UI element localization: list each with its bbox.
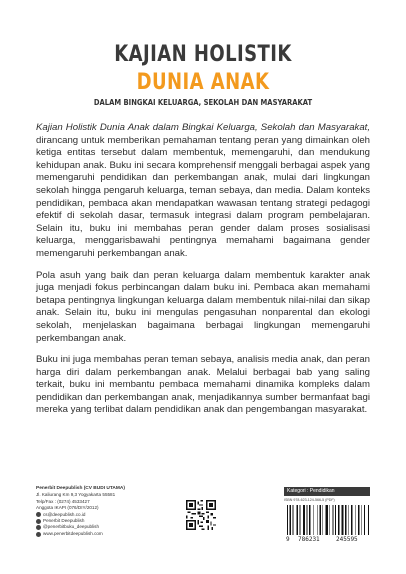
social-text: cs@deepublish.co.id [43,511,86,517]
social-row-web [36,531,176,537]
blurb-paragraph-2: Pola asuh yang baik dan peran keluarga dalam membentuk karakter anak juga menjadi fokus perbincangan dalam buku ini. Pembaca akan memahami betapa pentingnya lingkungan keluarga dalam membentuk nilai-nilai dan sikap anak. Selain itu, buku ini mengulas pengasuhan nonparental dan ekologi sekolah, menjelaskan bagaimana berbagai lingkungan memengaruhi perkembangan anak. [36,269,370,344]
barcode-bar [326,505,328,535]
barcode-bar [313,505,314,535]
barcode-bar [322,505,323,535]
barcode-bar [307,505,308,535]
book-subtitle: DALAM BINGKAI KELUARGA, SEKOLAH DAN MASYARAKAT [93,98,313,107]
barcode-digit-group1: 786231 [298,536,320,543]
barcode-bar [300,505,301,535]
barcode-bar [319,505,321,535]
blurb-paragraph-1 [36,122,370,261]
book-title-line2: DUNIA ANAK [136,70,270,95]
barcode-bar [338,505,340,535]
globe-icon [36,532,41,537]
email-icon [36,512,41,517]
barcode-bar [358,505,360,535]
isbn-text: ISBN 978-623-124-566-5 (PDF) [284,498,335,502]
publisher-address: Jl. Kaliurang Km 9,3 Yogyakarta 55581 [36,492,116,498]
category-label: Kategori : Pendidikan [284,487,370,496]
social-text: @penerbitbuku_deepublish [43,524,100,530]
publisher-info [36,486,176,537]
barcode-bar [293,505,294,535]
barcode-bar [296,505,298,535]
barcode-bar [355,505,356,535]
publisher-name: Penerbit Deepublish (CV BUDI UTAMA) [36,486,125,491]
social-text: Penerbit Deepublish [43,518,85,524]
barcode-bar [303,505,305,535]
barcode-bar [345,505,347,535]
instagram-icon [36,525,41,530]
social-text: www.penerbitdeepublish.com [43,530,103,536]
qr-code [186,500,216,530]
barcode-bar [329,505,330,535]
blurb [36,122,370,426]
barcode-bar [287,505,288,535]
blurb-paragraph-1-text: dirancang untuk memberikan pemahaman tentang peran yang dimainkan oleh ketiga entitas tersebut dalam membentuk, memengaruhi, dan mendukung kehidupan anak. Buku ini secara komprehensif menggali berbagai aspek yang memengaruhi pendidikan dan perkembangan anak, mulai dari lingkungan sekolah hingga pengaruh keluarga, teman sebaya, dan media. Dalam konteks pendidikan, pembaca akan mendapatkan wawasan tentang strategi pedagogi efektif di sekolah dasar, termasuk integrasi dalam program pembelajaran. Selain itu, buku ini membahas peran gender dalam proses sosialisasi keluarga, menggarisbawahi pentingnya memahami bagaimana gender memengaruhi perkembangan anak. [36,134,370,259]
blurb-title-italic: Kajian Holistik Dunia Anak dalam Bingkai Keluarga, Sekolah dan Masyarakat, [36,122,370,133]
barcode-bar [351,505,353,535]
barcode-bar [361,505,362,535]
barcode-digit-prefix: 9 [286,536,290,543]
barcode-bar [364,505,365,535]
barcode-bar [368,505,369,535]
isbn-barcode [287,505,369,535]
barcode-digit-group2: 245595 [336,536,358,543]
book-title-line1: KAJIAN HOLISTIK [114,42,292,67]
publisher-phone: Telp/Fax : (0274) 4533427 [36,498,90,504]
facebook-icon [36,519,41,524]
barcode-bar [333,505,334,535]
blurb-paragraph-3: Buku ini juga membahas peran teman sebaya, analisis media anak, dan peran harga diri dalam perkembangan anak. Melalui berbagai bab yang saling terkait, buku ini membantu pembaca memahami dinamika kompleks dalam pendidikan dan perkembangan anak, menjadikannya sumber bermanfaat bagi mereka yang terlibat dalam pendidikan anak dan pengembangan masyarakat. [36,354,370,416]
barcode-bar [309,505,311,535]
barcode-bar [348,505,349,535]
barcode-bar [289,505,291,535]
publisher-member: Anggota IKAPI (076/DIY/2012) [36,505,99,511]
isbn-panel [284,487,370,502]
barcode-bar [335,505,336,535]
barcode-bar [341,505,343,535]
barcode-bar [317,505,318,535]
